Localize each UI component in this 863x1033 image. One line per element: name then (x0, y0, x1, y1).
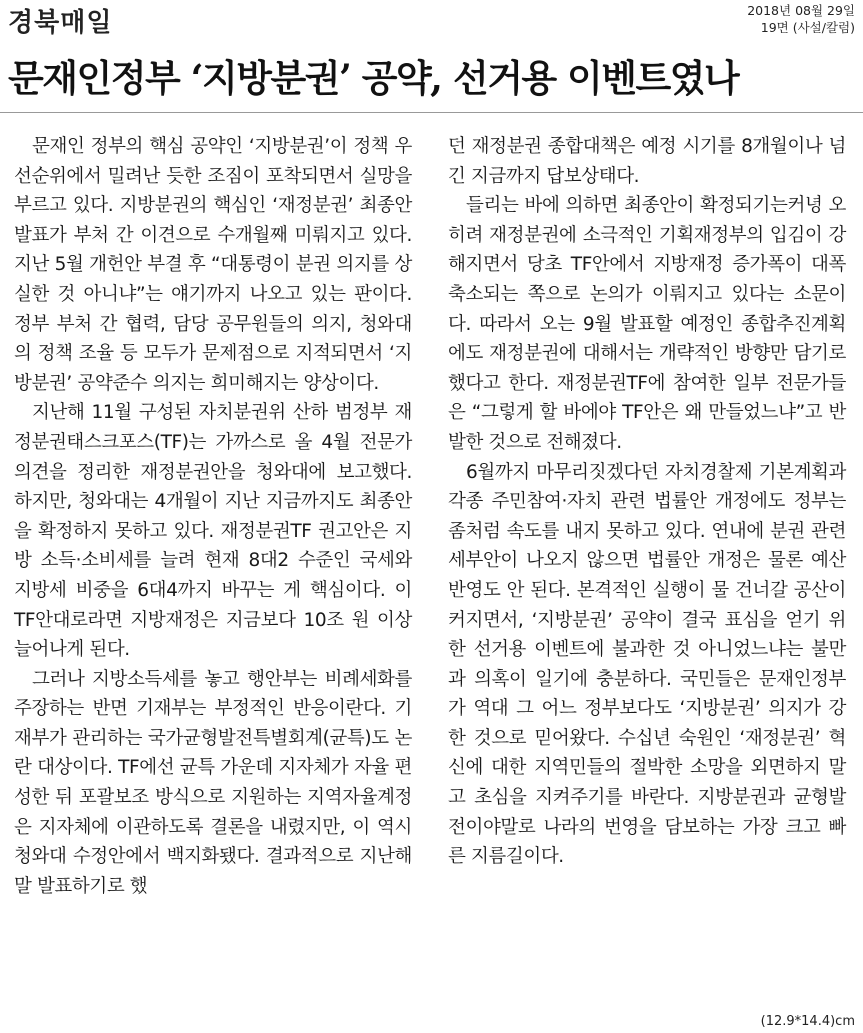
paragraph: 6월까지 마무리짓겠다던 자치경찰제 기본계획과 각종 주민참여·자치 관련 법률안 개정에도 정부는 좀처럼 속도를 내지 못하고 있다. 연내에 분권 관련 세부안이 나오지 않으면 법률안 개정은 물론 예산 반영도 안 된다. 본격적인 실행이 물 건너갈 공산이 커지면서, ‘지방분권’ 공약이 결국 표심을 얻기 위한 선거용 이벤트에 불과한 것 아니었느냐는 불만과 의혹이 일기에 충분하다. 국민들은 문재인정부가 역대 그 어느 정부보다도 ‘지방분권’ 의지가 강한 것으로 믿어왔다. 수십년 숙원인 ‘재정분권’ 혁신에 대한 지역민들의 절박한 소망을 외면하지 말고 초심을 지켜주기를 바란다. 지방분권과 균형발전이야말로 나라의 번영을 담보하는 가장 크고 빠른 지름길이다. (448, 461, 846, 868)
page-section: 19면 (사설/칼럼) (760, 20, 855, 35)
header-divider (0, 112, 863, 113)
article-headline: 문재인정부 ‘지방분권’ 공약, 선거용 이벤트였나 (8, 56, 739, 100)
paragraph: 지난해 11월 구성된 자치분권위 산하 범정부 재정분권태스크포스(TF)는 가까스로 올 4월 전문가 의견을 정리한 재정분권안을 청와대에 보고했다. 하지만, 청와대는 4개월이 지난 지금까지도 최종안을 확정하지 못하고 있다. 재정분권TF 권고안은 지방 소득·소비세를 늘려 현재 8대2 수준인 국세와 지방세 비중을 6대4까지 바꾸는 게 핵심이다. 이 TF안대로라면 지방재정은 지금보다 10조 원 이상 늘어나게 된다. (14, 402, 412, 661)
publication-meta (747, 2, 855, 36)
paragraph: 그러나 지방소득세를 놓고 행안부는 비례세화를 주장하는 반면 기재부는 부정적인 반응이란다. 기재부가 관리하는 국가균형발전특별회계(균특)도 논란 대상이다. TF에선 균특 가운데 지자체가 자율 편성한 뒤 포괄보조 방식으로 지원하는 지역자율계정은 지자체에 이관하도록 결론을 내렸지만, 이 역시 청와대 수정안에서 백지화됐다. 결과적으로 지난해 말 발표하기로 했 (14, 668, 412, 897)
publication-date: 2018년 08월 29일 (747, 3, 855, 18)
paragraph: 들리는 바에 의하면 최종안이 확정되기는커녕 오히려 재정분권에 소극적인 기획재정부의 입김이 강해지면서 당초 TF안에서 지방재정 증가폭이 대폭 축소되는 쪽으로 논의가 이뤄지고 있다는 소문이다. 따라서 오는 9월 발표할 예정인 종합추진계획에도 재정분권에 대해서는 개략적인 방향만 담기로 했다고 한다. 재정분권TF에 참여한 일부 전문가들은 “그렇게 할 바에야 TF안은 왜 만들었느냐”고 반발한 것으로 전해졌다. (448, 195, 846, 453)
article-size-note: (12.9*14.4)cm (760, 1014, 855, 1029)
article-column-right (448, 132, 846, 872)
newspaper-masthead: 경북매일 (8, 8, 113, 38)
article-column-left (14, 132, 412, 901)
paragraph: 문재인 정부의 핵심 공약인 ‘지방분권’이 정책 우선순위에서 밀려난 듯한 조짐이 포착되면서 실망을 부르고 있다. 지방분권의 핵심인 ‘재정분권’ 최종안 발표가 부처 간 이견으로 수개월째 미뤄지고 있다. 지난 5월 개헌안 부결 후 “대통령이 분권 의지를 상실한 것 아니냐”는 얘기까지 나오고 있는 판이다. 정부 부처 간 협력, 담당 공무원들의 의지, 청와대의 정책 조율 등 모두가 문제점으로 지적되면서 ‘지방분권’ 공약준수 의지는 희미해지는 양상이다. (14, 136, 412, 394)
paragraph-continued: 던 재정분권 종합대책은 예정 시기를 8개월이나 넘긴 지금까지 답보상태다. (448, 136, 846, 187)
